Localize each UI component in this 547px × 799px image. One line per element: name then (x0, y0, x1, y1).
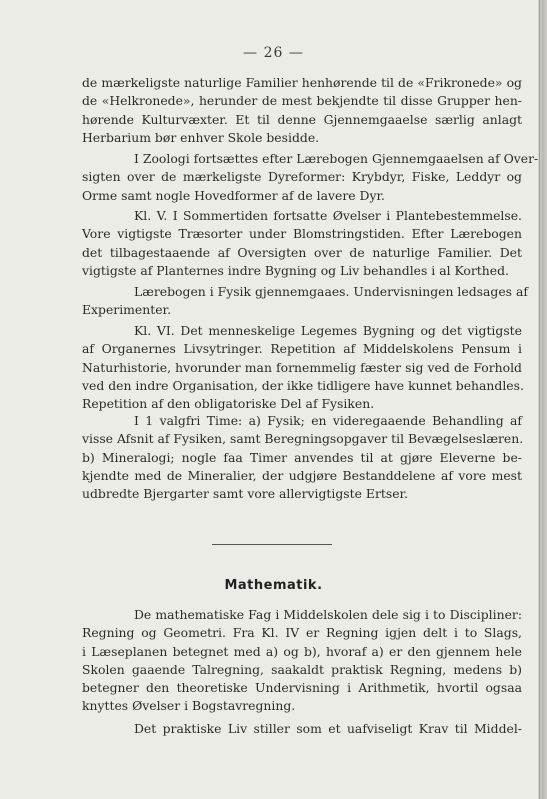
text-line: Regning og Geometri. Fra Kl. IV er Regning igjen delt i to Slags, (82, 625, 522, 641)
text-line: Orme samt nogle Hovedformer af de lavere Dyr. (82, 187, 385, 203)
page-number: — 26 — (243, 45, 304, 61)
text-line: Skolen gaaende Talregning, saakaldt praktisk Regning, medens b) (82, 661, 522, 677)
text-line: Kl. V. I Sommertiden fortsatte Øvelser i Plantebestemmelse. (134, 208, 522, 223)
section-divider (212, 544, 332, 545)
paragraph-practical-life (82, 720, 522, 738)
text-line: I Zoologi fortsættes efter Lærebogen Gjennemgaaelsen af Over- (134, 151, 539, 166)
text-line: De mathematiske Fag i Middelskolen dele sig i to Discipliner: (134, 607, 522, 622)
text-line: kjendte med de Mineralier, der udgjøre Bestanddelene af vore mest (82, 467, 522, 483)
text-line: visse Afsnit af Fysiken, samt Beregningsopgaver til Bevægelseslæren. (82, 431, 524, 447)
paragraph-zoology (82, 150, 539, 205)
text-line: ved den indre Organisation, der ikke tidligere have kunnet behandles. (82, 377, 524, 393)
paragraph-elective (82, 412, 522, 503)
text-line: Naturhistorie, hvorunder man fornemmelig fæster sig ved de Forhold (82, 359, 522, 375)
section-heading: Mathematik. (224, 578, 323, 593)
text-line: betegner den theoretiske Undervisning i Arithmetik, hvortil ogsaa (82, 680, 522, 696)
text-line: I 1 valgfri Time: a) Fysik; en videregaaende Behandling af (134, 413, 522, 428)
text-line: Kl. VI. Det menneskelige Legemes Bygning og det vigtigste (134, 323, 522, 338)
text-line: Lærebogen i Fysik gjennemgaaes. Undervisningen ledsages af (134, 284, 528, 299)
text-line: udbredte Bjergarter samt vore allervigtigste Ertser. (82, 486, 409, 502)
text-line: sigten over de mærkeligste Dyreformer: Krybdyr, Fiske, Leddyr og (82, 169, 522, 185)
text-line: Experimenter. (82, 302, 172, 318)
paragraph-physics (82, 283, 528, 320)
text-line: Vore vigtigste Træsorter under Blomstringstiden. Efter Lærebogen (82, 226, 522, 242)
text-line: af Organernes Livsytringer. Repetition af Middelskolens Pensum i (82, 341, 522, 357)
text-line: Herbarium bør enhver Skole besidde. (82, 129, 320, 145)
text-line: knyttes Øvelser i Bogstavregning. (82, 698, 296, 714)
text-line: det tilbagestaaende af Oversigten over de naturlige Familier. Det (82, 244, 522, 260)
paragraph-class-v (82, 207, 522, 280)
text-line: de «Helkronede», herunder de mest bekjendte til disse Grupper hen- (82, 93, 522, 109)
text-line: de mærkeligste naturlige Familier henhørende til de «Frikronede» og (82, 75, 522, 90)
text-line: i Læseplanen betegnet med a) og b), hvoraf a) er den gjennem hele (82, 643, 522, 659)
paragraph-botany-continued (82, 74, 522, 147)
text-line: b) Mineralogi; nogle faa Timer anvendes til at gjøre Eleverne be- (82, 449, 522, 465)
page-edge-line (539, 0, 540, 799)
text-line: hørende Kulturvæxter. Et til denne Gjennemgaaelse særlig anlagt (82, 111, 522, 127)
text-line: Det praktiske Liv stiller som et uafviseligt Krav til Middel- (134, 721, 522, 736)
paragraph-class-vi (82, 322, 522, 413)
text-line: vigtigste af Planternes indre Bygning og Liv behandles i al Korthed. (82, 262, 509, 278)
paragraph-mathematics-intro (82, 606, 522, 716)
text-line: Repetition af den obligatoriske Del af Fysiken. (82, 396, 375, 412)
